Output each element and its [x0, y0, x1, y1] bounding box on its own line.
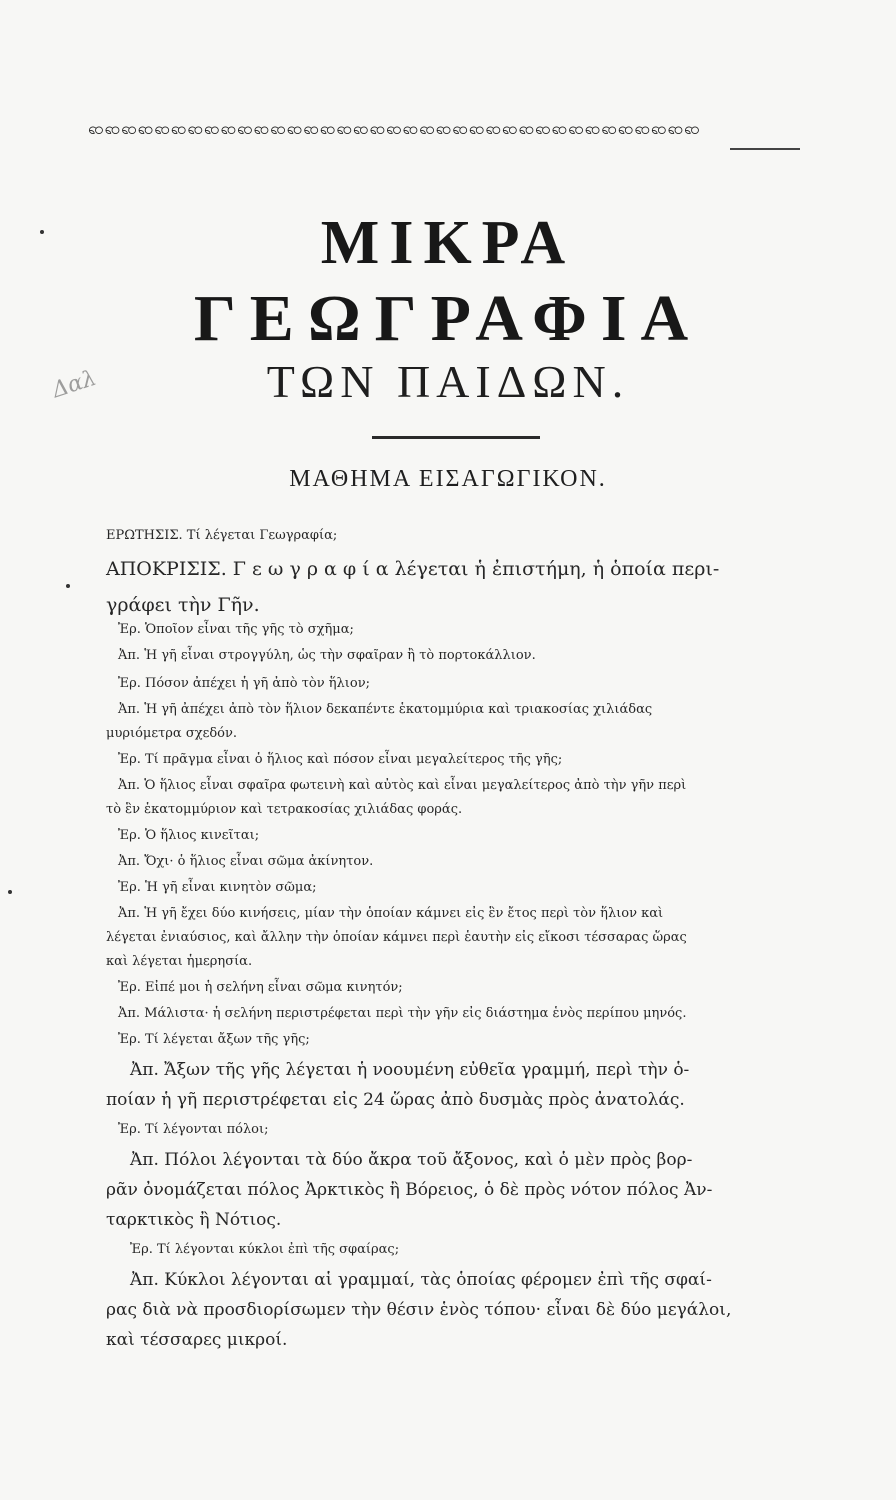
text-line: Ἀπ. Μάλιστα· ἡ σελήνη περιστρέφεται περὶ τὴν γῆν εἰς διάστημα ἑνὸς περίπου μηνός.	[118, 1006, 687, 1021]
text-line: Ἐρ. Τί λέγονται πόλοι;	[118, 1122, 269, 1137]
text-line: ποίαν ἡ γῆ περιστρέφεται εἰς 24 ὥρας ἀπὸ δυσμὰς πρὸς ἀνατολάς.	[106, 1090, 685, 1110]
text-line: τὸ ἓν ἑκατομμύριον καὶ τετρακοσίας χιλιάδας φοράς.	[106, 802, 463, 817]
text-line: λέγεται ἐνιαύσιος, καὶ ἄλλην τὴν ὁποίαν κάμνει περὶ ἑαυτὴν εἰς εἴκοσι τέσσαρας ὥρας	[106, 930, 687, 945]
text-line: μυριόμετρα σχεδόν.	[106, 726, 238, 741]
text-line: ΑΠΟΚΡΙΣΙΣ. Γ ε ω γ ρ α φ ί α λέγεται ἡ ἐπιστήμη, ἡ ὁποία περι-	[106, 558, 720, 580]
text-line: Ἐρ. Ὁ ἥλιος κινεῖται;	[118, 828, 260, 843]
text-line: Ἀπ. Πόλοι λέγονται τὰ δύο ἄκρα τοῦ ἄξονος, καὶ ὁ μὲν πρὸς βορ-	[130, 1150, 693, 1170]
title-rule	[372, 436, 540, 439]
text-line: ρας διὰ νὰ προσδιορίσωμεν τὴν θέσιν ἑνὸς τόπου· εἶναι δὲ δύο μεγάλοι,	[106, 1300, 732, 1320]
title-line-3: ΤΩΝ ΠΑΙΔΩΝ.	[266, 356, 630, 407]
ornament-underline	[730, 148, 800, 150]
text-line: Ἐρ. Πόσον ἀπέχει ἡ γῆ ἀπὸ τὸν ἥλιον;	[118, 676, 370, 691]
title-line-2: ΓΕΩΓΡΑΦΙΑ	[193, 282, 703, 355]
margin-dot	[40, 230, 44, 234]
text-line: Ἐρ. Ἡ γῆ εἶναι κινητὸν σῶμα;	[118, 880, 317, 895]
text-line: Ἀπ. Κύκλοι λέγονται αἱ γραμμαί, τὰς ὁποίας φέρομεν ἐπὶ τῆς σφαί-	[130, 1270, 712, 1290]
margin-note: Δαλ	[49, 365, 100, 404]
title-line-1: ΜΙΚΡΑ	[320, 209, 576, 277]
text-line: καὶ λέγεται ἡμερησία.	[106, 954, 253, 969]
text-line: Ἀπ. Ἡ γῆ εἶναι στρογγύλη, ὡς τὴν σφαῖραν ἢ τὸ πορτοκάλλιον.	[118, 648, 536, 663]
margin-dot	[8, 890, 12, 894]
text-line: ρᾶν ὀνομάζεται πόλος Ἀρκτικὸς ἢ Βόρειος, ὁ δὲ πρὸς νότον πόλος Ἀν-	[106, 1180, 713, 1200]
text-line: Ἐρ. Εἰπέ μοι ἡ σελήνη εἶναι σῶμα κινητόν;	[118, 980, 403, 995]
text-line: Ἐρ. Τί λέγονται κύκλοι ἐπὶ τῆς σφαίρας;	[130, 1242, 400, 1257]
text-line: Ἀπ. Ἡ γῆ ἀπέχει ἀπὸ τὸν ἥλιον δεκαπέντε ἑκατομμύρια καὶ τριακοσίας χιλιάδας	[118, 702, 653, 717]
text-line: Ἐρ. Τί πρᾶγμα εἶναι ὁ ἥλιος καὶ πόσον εἶναι μεγαλείτερος τῆς γῆς;	[118, 752, 563, 767]
text-line: καὶ τέσσαρες μικροί.	[106, 1330, 288, 1350]
text-line: Ἀπ. Ἄξων τῆς γῆς λέγεται ἡ νοουμένη εὐθεῖα γραμμή, περὶ τὴν ὁ-	[130, 1060, 690, 1080]
text-line: ΕΡΩΤΗΣΙΣ. Τί λέγεται Γεωγραφία;	[106, 528, 338, 543]
text-line: Ἀπ. Ὁ ἥλιος εἶναι σφαῖρα φωτεινὴ καὶ αὐτὸς καὶ εἶναι μεγαλείτερος ἀπὸ τὴν γῆν περὶ	[118, 778, 687, 793]
margin-dot	[66, 584, 70, 588]
text-line: Ἀπ. Ὄχι· ὁ ἥλιος εἶναι σῶμα ἀκίνητον.	[118, 854, 374, 869]
text-line: ταρκτικὸς ἢ Νότιος.	[106, 1210, 282, 1230]
text-line: Ἐρ. Ὁποῖον εἶναι τῆς γῆς τὸ σχῆμα;	[118, 622, 354, 637]
text-line: Ἐρ. Τί λέγεται ἄξων τῆς γῆς;	[118, 1032, 310, 1047]
section-heading: ΜΑΘΗΜΑ ΕΙΣΑΓΩΓΙΚΟΝ.	[289, 466, 607, 492]
text-line: Ἀπ. Ἡ γῆ ἔχει δύο κινήσεις, μίαν τὴν ὁποίαν κάμνει εἰς ἓν ἔτος περὶ τὸν ἥλιον καὶ	[118, 906, 664, 921]
text-line: γράφει τὴν Γῆν.	[106, 594, 260, 616]
ornamental-border: ၹၹၹၹၹၹၹၹၹၹၹၹၹၹၹၹၹၹၹၹၹၹၹၹၹၹၹၹၹၹၹၹၹၹၹၹၹ	[88, 119, 701, 139]
